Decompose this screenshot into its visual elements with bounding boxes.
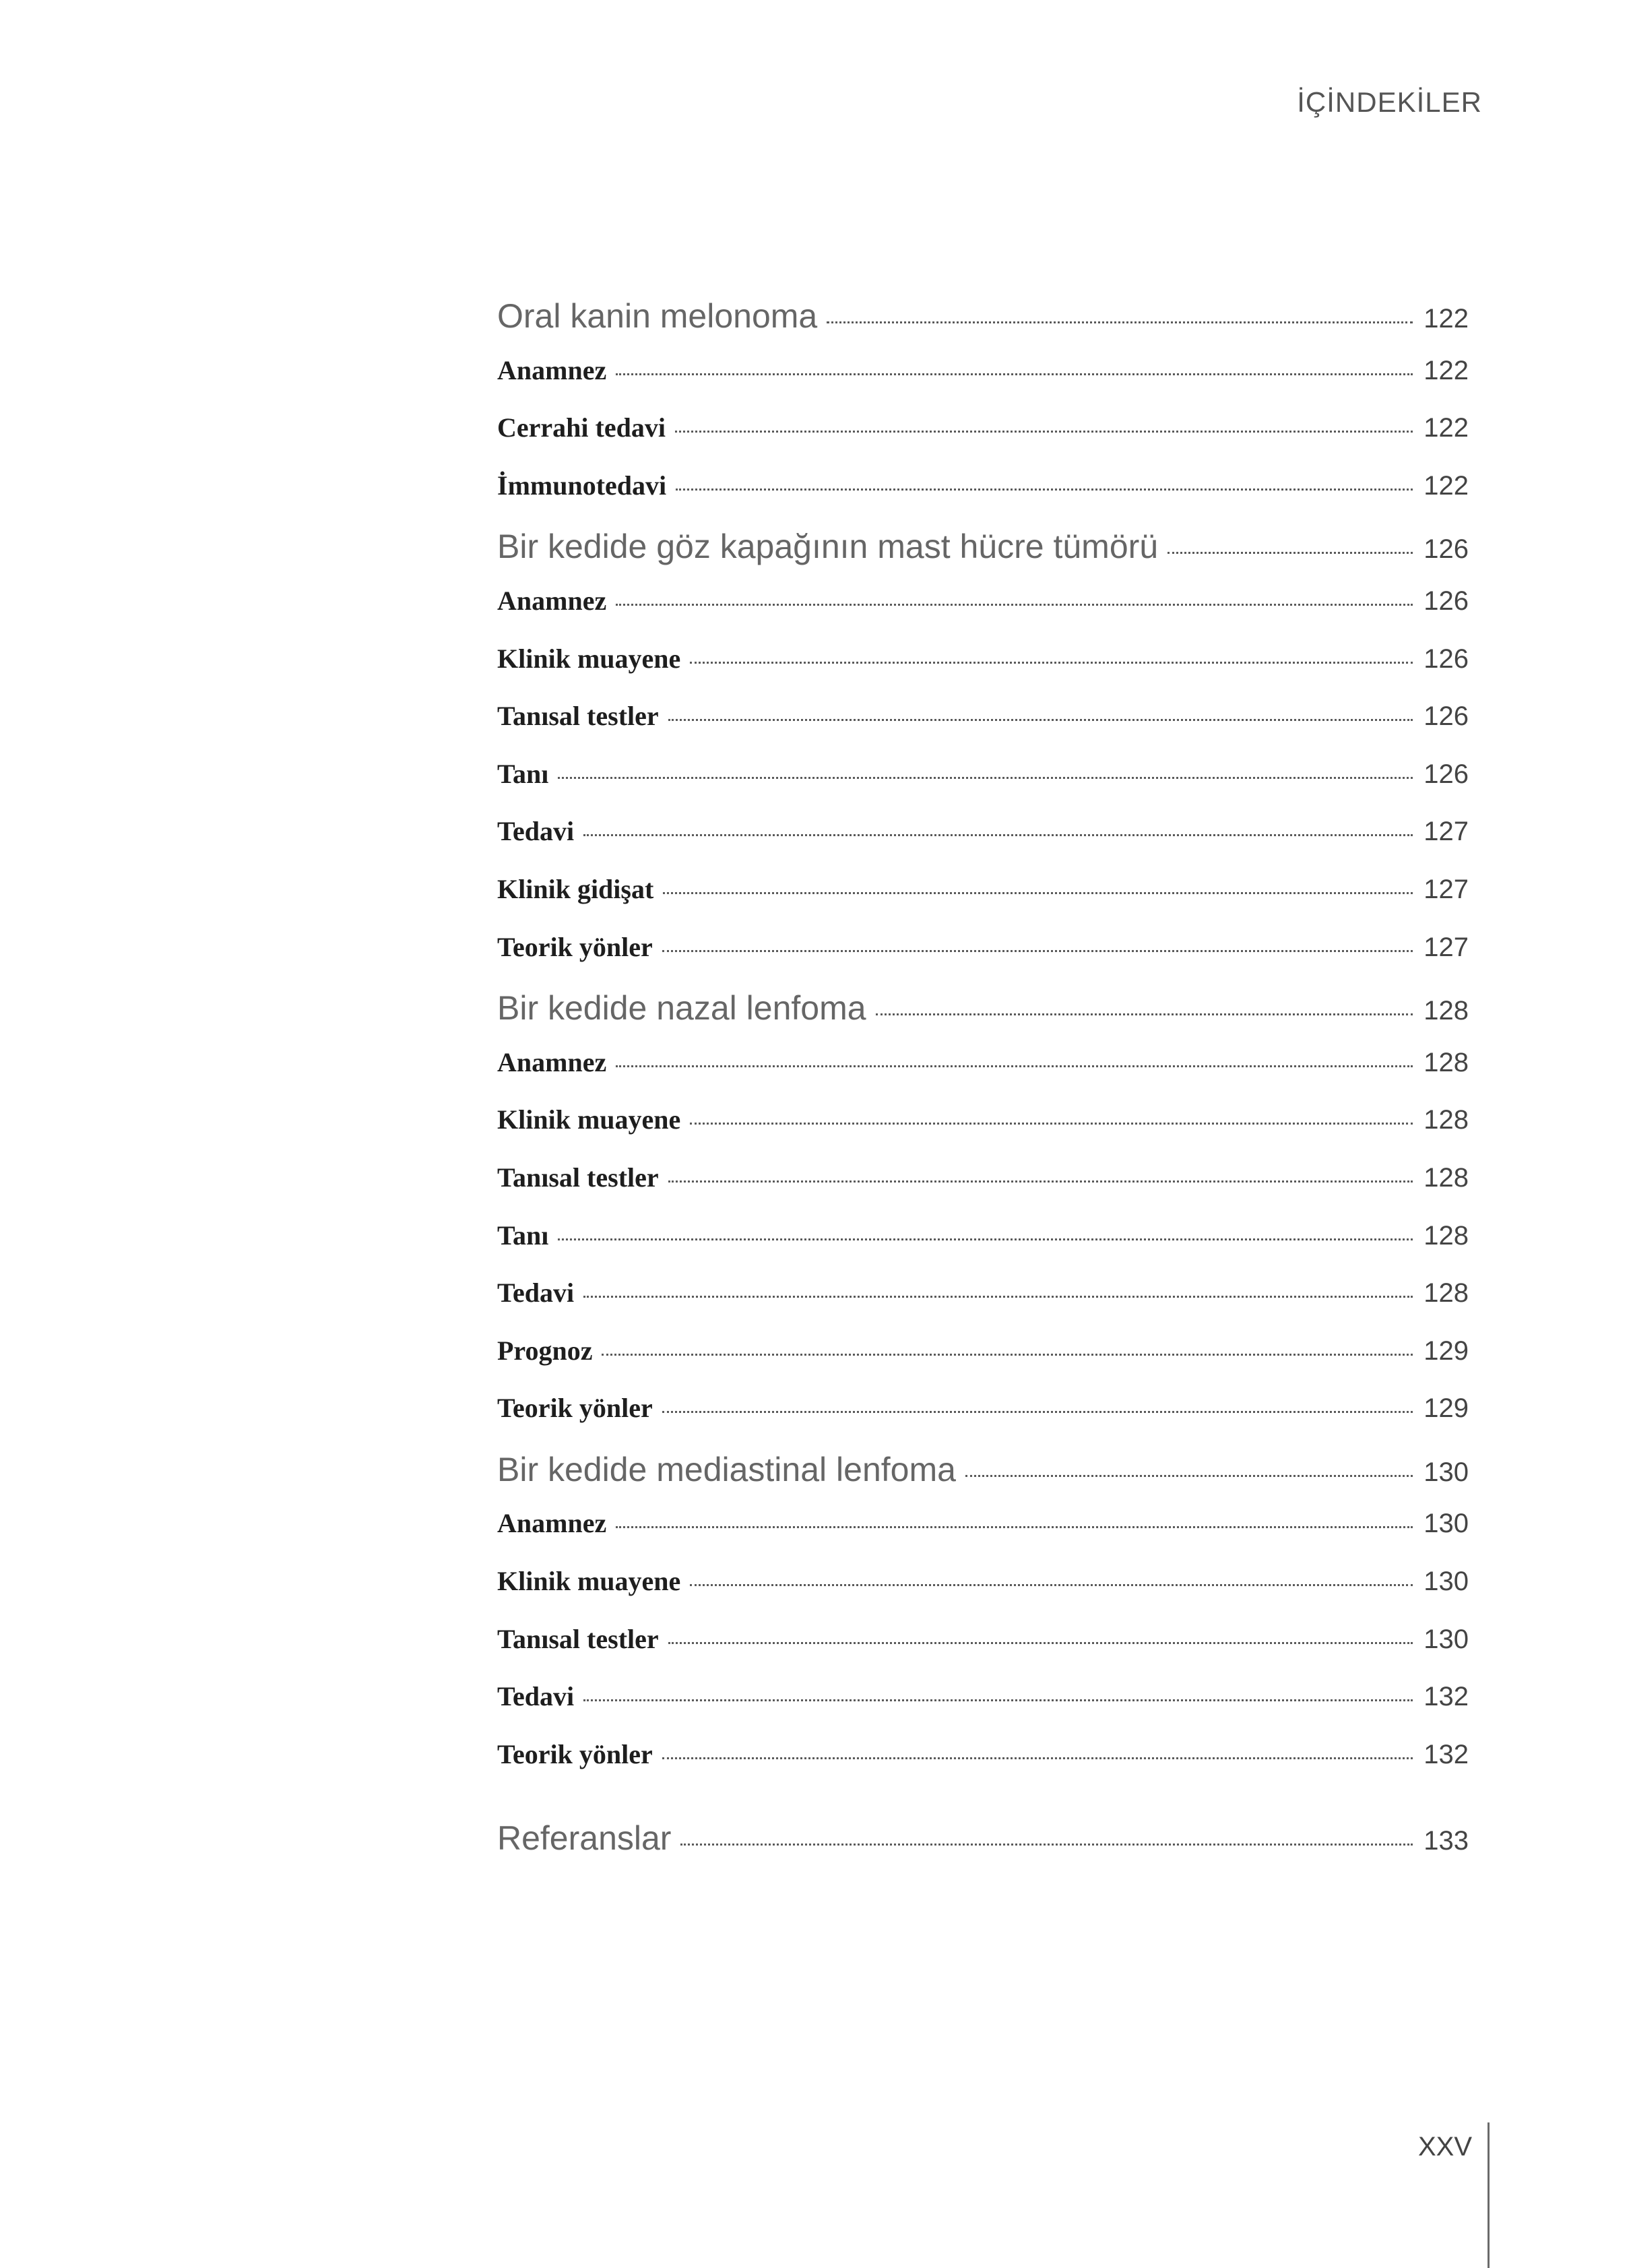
toc-page-number: 130 bbox=[1424, 1509, 1469, 1539]
toc-page-number: 126 bbox=[1424, 643, 1469, 674]
toc-section-entry[interactable] bbox=[497, 1220, 1469, 1278]
toc-section-entry[interactable] bbox=[497, 758, 1469, 816]
toc-section-entry[interactable] bbox=[497, 643, 1469, 701]
toc-page-number: 128 bbox=[1424, 996, 1469, 1026]
toc-entry-title: Anamnez bbox=[497, 1046, 607, 1077]
toc-page-number: 128 bbox=[1424, 1278, 1469, 1309]
toc-page-number: 133 bbox=[1424, 1826, 1469, 1856]
table-of-contents bbox=[497, 296, 1469, 1877]
toc-entry-title: Tanısal testler bbox=[497, 1623, 659, 1654]
dot-leader bbox=[583, 1296, 1413, 1298]
toc-chapter-entry[interactable] bbox=[497, 527, 1469, 585]
dot-leader bbox=[965, 1475, 1413, 1477]
toc-section-entry[interactable] bbox=[497, 1680, 1469, 1738]
toc-entry-title: Tanı bbox=[497, 1220, 549, 1251]
dot-leader bbox=[583, 834, 1413, 836]
dot-leader bbox=[663, 892, 1413, 894]
toc-entry-title: Klinik muayene bbox=[497, 1104, 681, 1135]
dot-leader bbox=[690, 662, 1413, 664]
toc-page-number: 126 bbox=[1424, 701, 1469, 732]
toc-page-number: 122 bbox=[1424, 470, 1469, 501]
toc-section-entry[interactable] bbox=[497, 815, 1469, 873]
toc-entry-title: Bir kedide mediastinal lenfoma bbox=[497, 1450, 956, 1488]
dot-leader bbox=[616, 1065, 1413, 1067]
toc-entry-title: Tedavi bbox=[497, 816, 575, 847]
toc-section-entry[interactable] bbox=[497, 700, 1469, 758]
toc-chapter-entry[interactable] bbox=[497, 1450, 1469, 1508]
dot-leader bbox=[662, 950, 1413, 952]
toc-section-entry[interactable] bbox=[497, 1104, 1469, 1162]
toc-page-number: 126 bbox=[1424, 759, 1469, 789]
toc-entry-title: Klinik muayene bbox=[497, 643, 681, 674]
toc-entry-title: Anamnez bbox=[497, 585, 607, 616]
toc-entry-title: Cerrahi tedavi bbox=[497, 412, 666, 443]
toc-entry-title: Tanısal testler bbox=[497, 1162, 659, 1193]
toc-entry-title: Bir kedide nazal lenfoma bbox=[497, 989, 866, 1028]
toc-page-number: 130 bbox=[1424, 1624, 1469, 1654]
toc-entry-title: Tanı bbox=[497, 758, 549, 789]
toc-entry-title: Tedavi bbox=[497, 1681, 575, 1712]
toc-page-number: 130 bbox=[1424, 1457, 1469, 1487]
dot-leader bbox=[616, 373, 1413, 375]
toc-page-number: 132 bbox=[1424, 1739, 1469, 1769]
toc-references-entry[interactable] bbox=[497, 1819, 1469, 1877]
dot-leader bbox=[558, 1238, 1413, 1240]
dot-leader bbox=[680, 1844, 1413, 1846]
toc-page-number: 122 bbox=[1424, 355, 1469, 385]
dot-leader bbox=[583, 1699, 1413, 1701]
toc-page-number: 127 bbox=[1424, 932, 1469, 962]
toc-page-number: 128 bbox=[1424, 1162, 1469, 1193]
toc-entry-title: Referanslar bbox=[497, 1819, 672, 1858]
toc-entry-title: Anamnez bbox=[497, 354, 607, 385]
toc-section-entry[interactable] bbox=[497, 1507, 1469, 1565]
toc-page-number: 128 bbox=[1424, 1105, 1469, 1135]
toc-section-entry[interactable] bbox=[497, 1623, 1469, 1681]
toc-chapter-entry[interactable] bbox=[497, 988, 1469, 1046]
toc-page-number: 122 bbox=[1424, 304, 1469, 334]
toc-entry-title: Tedavi bbox=[497, 1278, 575, 1309]
dot-leader bbox=[668, 1642, 1413, 1644]
toc-entry-title: Oral kanin melonoma bbox=[497, 297, 818, 335]
toc-page-number: 130 bbox=[1424, 1567, 1469, 1597]
dot-leader bbox=[558, 777, 1413, 779]
toc-entry-title: Anamnez bbox=[497, 1508, 607, 1539]
toc-page-number: 127 bbox=[1424, 874, 1469, 904]
toc-entry-title: Prognoz bbox=[497, 1335, 593, 1366]
toc-section-entry[interactable] bbox=[497, 412, 1469, 470]
dot-leader bbox=[602, 1354, 1413, 1356]
dot-leader bbox=[616, 1526, 1413, 1528]
toc-entry-title: Teorik yönler bbox=[497, 931, 653, 962]
dot-leader bbox=[876, 1013, 1413, 1015]
toc-page-number: 132 bbox=[1424, 1682, 1469, 1712]
toc-section-entry[interactable] bbox=[497, 585, 1469, 643]
toc-section-entry[interactable] bbox=[497, 931, 1469, 989]
toc-page-number: 129 bbox=[1424, 1393, 1469, 1424]
dot-leader bbox=[676, 489, 1413, 491]
toc-entry-title: Teorik yönler bbox=[497, 1393, 653, 1424]
dot-leader bbox=[827, 321, 1413, 323]
folio-rule bbox=[1488, 2122, 1490, 2268]
toc-section-entry[interactable] bbox=[497, 470, 1469, 528]
toc-section-entry[interactable] bbox=[497, 1738, 1469, 1796]
toc-page-number: 122 bbox=[1424, 413, 1469, 443]
dot-leader bbox=[690, 1584, 1413, 1586]
toc-entry-title: Tanısal testler bbox=[497, 701, 659, 732]
toc-entry-title: İmmunotedavi bbox=[497, 470, 667, 501]
toc-section-entry[interactable] bbox=[497, 1565, 1469, 1623]
toc-entry-title: Klinik gidişat bbox=[497, 873, 654, 904]
dot-leader bbox=[690, 1123, 1413, 1125]
dot-leader bbox=[662, 1757, 1413, 1759]
toc-page-number: 126 bbox=[1424, 534, 1469, 565]
toc-section-entry[interactable] bbox=[497, 1162, 1469, 1220]
toc-section-entry[interactable] bbox=[497, 1277, 1469, 1335]
dot-leader bbox=[668, 719, 1413, 721]
running-header: İÇİNDEKİLER bbox=[1297, 86, 1482, 118]
dot-leader bbox=[675, 431, 1413, 433]
toc-chapter-entry[interactable] bbox=[497, 296, 1469, 354]
toc-section-entry[interactable] bbox=[497, 1335, 1469, 1393]
toc-entry-title: Bir kedide göz kapağının mast hücre tümörü bbox=[497, 528, 1159, 566]
dot-leader bbox=[616, 604, 1413, 606]
toc-page-number: 126 bbox=[1424, 586, 1469, 616]
toc-page-number: 128 bbox=[1424, 1047, 1469, 1077]
toc-section-entry[interactable] bbox=[497, 873, 1469, 931]
toc-page-number: 127 bbox=[1424, 817, 1469, 847]
dot-leader bbox=[1168, 552, 1413, 554]
page-folio: XXV bbox=[1417, 2132, 1472, 2162]
toc-page-number: 128 bbox=[1424, 1220, 1469, 1251]
dot-leader bbox=[668, 1180, 1413, 1183]
toc-section-entry[interactable] bbox=[497, 354, 1469, 412]
toc-section-entry[interactable] bbox=[497, 1046, 1469, 1104]
toc-entry-title: Klinik muayene bbox=[497, 1566, 681, 1597]
toc-entry-title: Teorik yönler bbox=[497, 1738, 653, 1769]
toc-page-number: 129 bbox=[1424, 1335, 1469, 1366]
toc-section-entry[interactable] bbox=[497, 1392, 1469, 1450]
dot-leader bbox=[662, 1411, 1413, 1413]
